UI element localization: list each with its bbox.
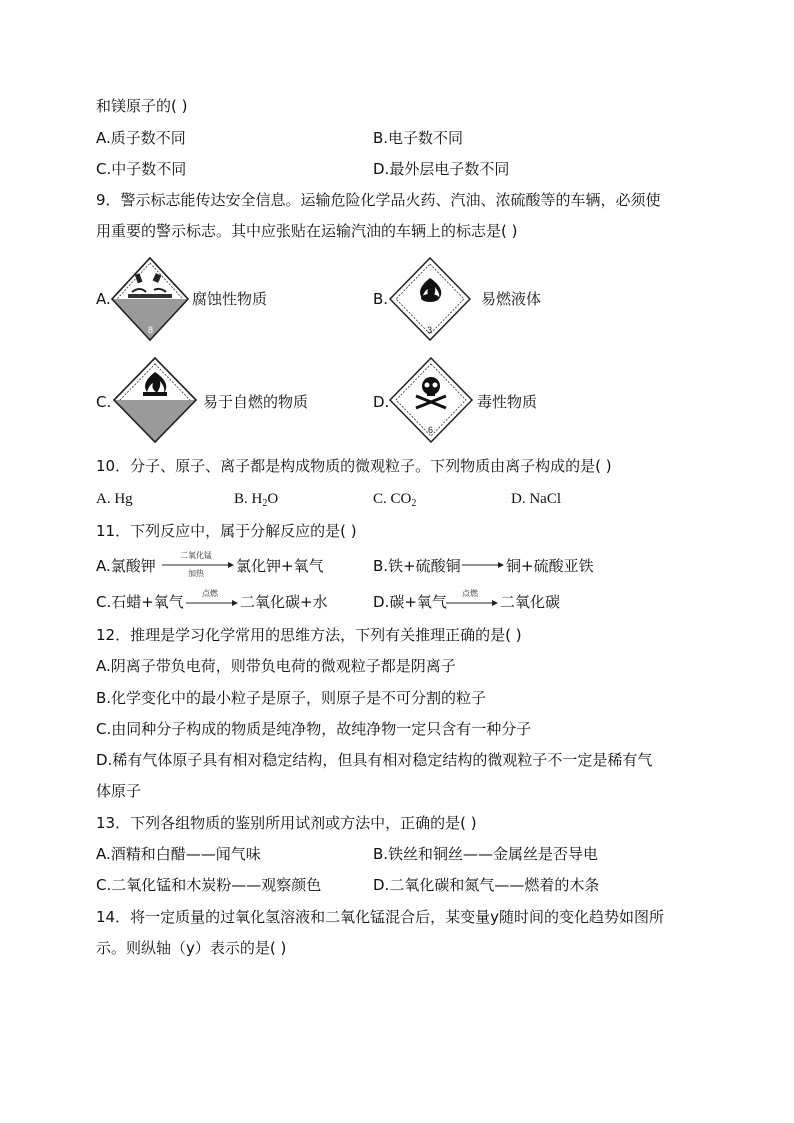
q12-option-d-line1: D.稀有气体原子具有相对稳定结构，但具有相对稳定结构的微观粒子不一定是稀有气 [96,751,653,769]
q12-option-d-line2: 体原子 [96,782,142,800]
q12-option-c: C.由同种分子构成的物质是纯净物，故纯净物一定只含有一种分子 [96,720,532,738]
q11-option-a-right: 氯化钾+氧气 [236,557,324,575]
flammable-sign-number: 3 [427,325,433,335]
q9-stem-line2: 用重要的警示标志。其中应张贴在运输汽油的车辆上的标志是( ) [96,222,518,240]
q11-option-a-arrow: 二氧化锰 加热 [162,550,234,570]
q9-option-a-letter: A. [96,290,111,308]
q13-stem: 13．下列各组物质的鉴别所用试剂或方法中，正确的是( ) [96,814,477,832]
q11-option-b-arrow [462,552,504,572]
q11-option-d-left: D.碳+氧气 [373,593,447,611]
q13-option-d: D.二氧化碳和氮气——燃着的木条 [373,876,600,894]
q13-option-b: B.铁丝和铜丝——金属丝是否导电 [373,845,599,863]
q8-option-d: D.最外层电子数不同 [373,160,510,178]
q9-stem-line1: 9．警示标志能传达安全信息。运输危险化学品火药、汽油、浓硫酸等的车辆，必须使 [96,191,661,209]
q10-option-c: C. $CO_2$ [373,491,417,509]
q10-option-b: B. $H_2O$ [234,491,279,509]
q9-option-c-letter: C. [96,393,112,411]
q13-option-a: A.酒精和白醋——闻气味 [96,845,261,863]
q9-option-b-letter: B. [373,290,389,308]
q11-option-b-right: 铜+硫酸亚铁 [506,557,594,575]
q11-option-c-left: C.石蜡+氧气 [96,593,184,611]
q9-option-d-letter: D. [373,393,390,411]
q9-option-d-label: 毒性物质 [477,393,538,411]
q11-option-b-left: B.铁+硫酸铜 [373,557,461,575]
corrosive-sign-icon [110,256,190,342]
spontaneous-combustion-sign-icon [112,356,198,444]
q10-stem: 10．分子、原子、离子都是构成物质的微观粒子。下列物质由离子构成的是( ) [96,457,612,475]
q8-option-c: C.中子数不同 [96,160,187,178]
q12-stem: 12．推理是学习化学常用的思维方法，下列有关推理正确的是( ) [96,626,522,644]
q11-option-c-right: 二氧化碳+水 [240,593,328,611]
q11-option-c-arrow: 点燃 [186,586,238,606]
q10-option-d: D. NaCl [511,491,561,507]
q11-option-a-left: A.氯酸钾 [96,557,156,575]
q8-option-b: B.电子数不同 [373,129,464,147]
corrosive-sign-number: 8 [148,325,154,335]
flammable-liquid-sign-icon [388,256,472,342]
q12-option-a: A.阴离子带负电荷，则带负电荷的微观粒子都是阴离子 [96,657,456,675]
q9-option-b-label: 易燃液体 [481,290,542,308]
q13-option-c: C.二氧化锰和木炭粉——观察颜色 [96,876,322,894]
q11-stem: 11．下列反应中，属于分解反应的是( ) [96,522,357,540]
toxic-sign-number: 6 [428,425,434,435]
q10-option-a: A. Hg [96,491,133,507]
q11-option-d-right: 二氧化碳 [500,593,561,611]
toxic-sign-icon [388,356,474,444]
q11-option-d-arrow: 点燃 [446,586,498,606]
q8-tail: 和镁原子的( ) [96,97,188,115]
q14-stem-line2: 示。则纵轴（y）表示的是( ) [96,939,287,957]
q9-option-a-label: 腐蚀性物质 [192,290,268,308]
q12-option-b: B.化学变化中的最小粒子是原子，则原子是不可分割的粒子 [96,689,487,707]
q8-option-a: A.质子数不同 [96,129,186,147]
q9-option-c-label: 易于自燃的物质 [203,393,309,411]
q14-stem-line1: 14．将一定质量的过氧化氢溶液和二氧化锰混合后，某变量y随时间的变化趋势如图所 [96,908,664,926]
